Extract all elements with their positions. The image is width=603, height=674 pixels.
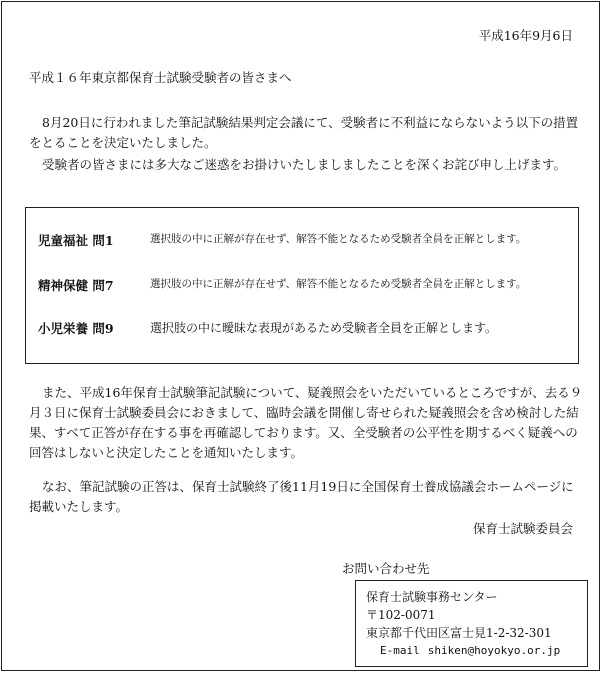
- body-paragraph-2: なお、筆記試験の正答は、保育士試験終了後11月19日に全国保育士養成協議会ホームページに掲載いたします。: [29, 479, 574, 514]
- notice-subject: 精神保健 問7: [38, 278, 114, 293]
- notice-description: 選択肢の中に曖昧な表現があるため受験者全員を正解とします。: [150, 321, 498, 335]
- notice-subject: 児童福祉 問1: [38, 233, 114, 248]
- document-date: 平成16年9月6日: [478, 28, 573, 43]
- inquiry-label: お問い合わせ先: [342, 561, 430, 576]
- body-paragraph-1: また、平成16年保育士試験筆記試験について、疑義照会をいただいているところですが、去る９月３日に保育士試験委員会におきまして、臨時会議を開催し寄せられた疑義照会を含め検討した結果、すべて正答が存在する事を再確認しております。又、全受験者の公平性を期するべく疑義への回答はしないと決定したことを通知いたします。: [29, 385, 583, 460]
- email-address[interactable]: shiken@hoyokyo.or.jp: [427, 644, 561, 657]
- document-page: [1, 1, 600, 671]
- contact-org: 保育士試験事務センター: [366, 590, 498, 604]
- committee-name: 保育士試験委員会: [472, 521, 573, 536]
- notice-box: [25, 207, 579, 364]
- contact-email-line: [366, 642, 587, 660]
- notice-description: 選択肢の中に正解が存在せず、解答不能となるため受験者全員を正解とします。: [150, 278, 527, 290]
- salutation: 平成１６年東京都保育士試験受験者の皆さまへ: [29, 70, 292, 85]
- intro-paragraph-1: 8月20日に行われました筆記試験結果判定会議にて、受験者に不利益にならないよう以下の措置をとることを決定いたしました。: [29, 115, 579, 150]
- email-label: E-mail: [380, 644, 420, 657]
- notice-subject: 小児栄養 問9: [38, 321, 114, 336]
- contact-address: 東京都千代田区富士見1-2-32-301: [366, 626, 552, 640]
- contact-postal: 〒102-0071: [366, 608, 436, 622]
- notice-description: 選択肢の中に正解が存在せず、解答不能となるため受験者全員を正解とします。: [150, 233, 527, 245]
- intro-paragraph-2: 受験者の皆さまには多大なご迷惑をお掛けいたしましましたことを深くお詫び申し上げます。: [42, 157, 567, 172]
- contact-box: [355, 580, 588, 667]
